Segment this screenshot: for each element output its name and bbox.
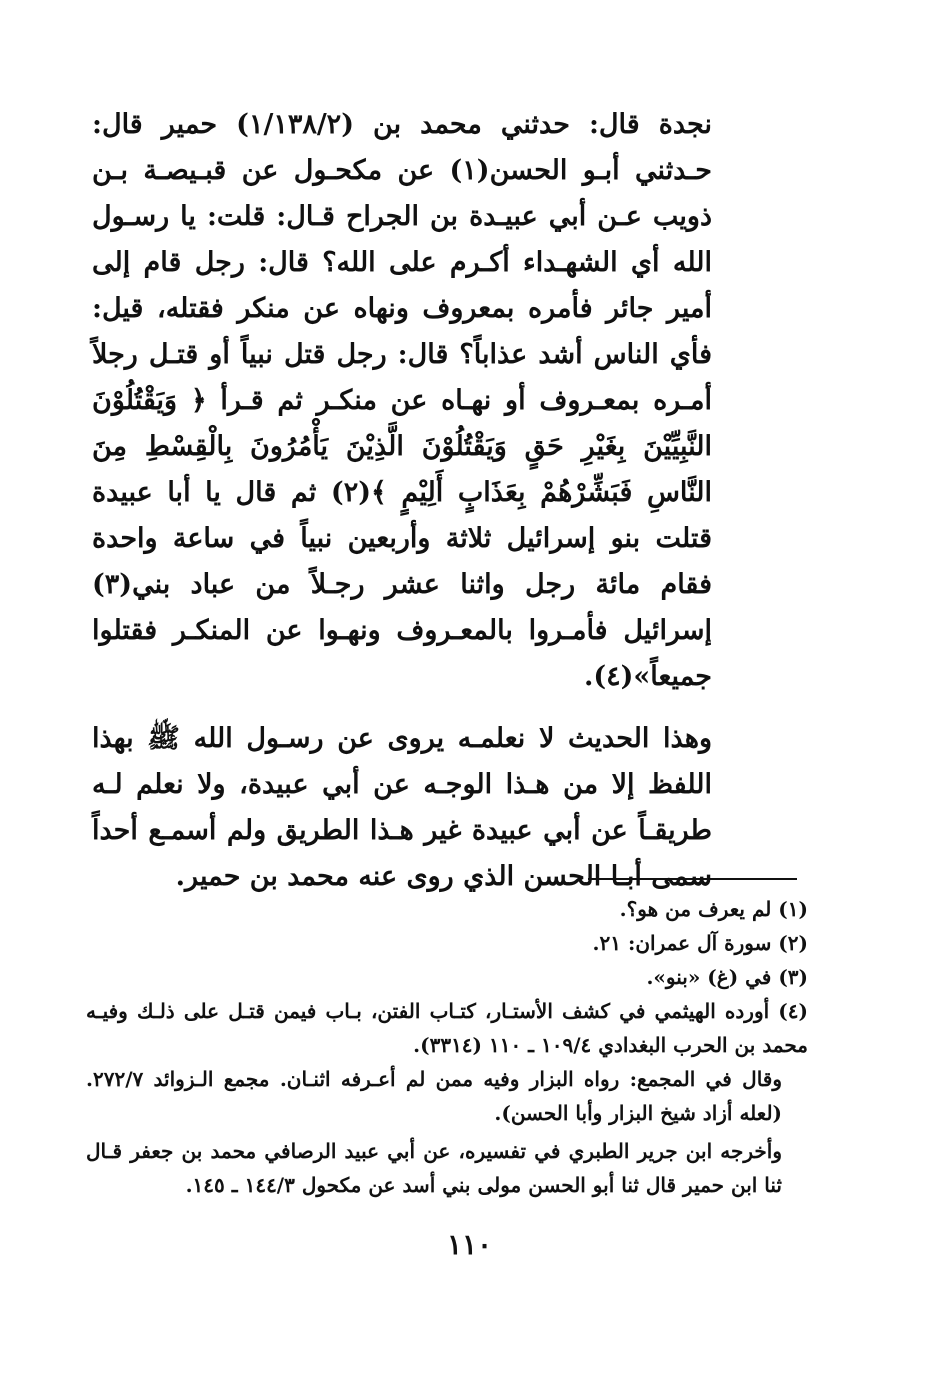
paragraph-commentary: وهذا الحديث لا نعلمـه يروى عن رسـول الله ﷺ بهذا اللفظ إلا من هـذا الوجـه عن أبي عبيدة، ولا نعلم لـه طريقـاً عن أبي عبيدة غير هـذا الطريق ولم أسمـع أحداً سمى أبـا الحسن الذي روى عنه محمد بن حمير.	[92, 723, 712, 892]
footnotes	[86, 892, 808, 1202]
footnote-1: (١) لم يعرف من هو؟.	[619, 897, 808, 921]
footnote-4: (٤) أورده الهيثمي في كشف الأستـار، كتـاب الفتن، بـاب فيمن قتـل على ذلـك وفيـه محمد بن الحرب البغدادي ١٠٩/٤ ـ ١١٠ (٣٣١٤).	[86, 999, 808, 1057]
footnote-3: (٣) في (غ) «بنو».	[646, 965, 808, 989]
main-text	[92, 102, 712, 900]
paragraph-hadith: نجدة قال: حدثني محمد بن (١/١٣٨/٢) حمير قال: حـدثني أبـو الحسن(١) عن مكحـول عن قبـيصـة بـن ذويب عـن أبي عبيـدة بن الجراح قـال: قلت: يا رسـول الله أي الشهـداء أكـرم على الله؟ قال: رجل قام إلى أمير جائر فأمره بمعروف ونهاه عن منكر فقتله، قيل: فأي الناس أشد عذاباً؟ قال: رجل قتل نبياً أو قتـل رجلاً أمـره بمعـروف أو نهـاه عن منكـر ثم قـرأ ﴿ وَيَقْتُلُوْنَ النَّبِيِّيْنَ بِغَيْرِ حَقٍ وَيَقْتُلُوْنَ الَّذِيْنَ يَأْمُرُونَ بِالْقِسْطِ مِنَ النَّاسِ فَبَشِّرْهُمْ بِعَذَابٍ أَلِيْمٍ ﴾(٢) ثم قال يا أبا عبيدة قتلت بنو إسرائيل ثلاثة وأربعين نبياً في ساعة واحدة فقام مائة رجل واثنا عشر رجـلاً من عباد بني(٣) إسرائيل فأمـروا بالمعـروف ونهـوا عن المنكـر فقتلوا جميعاً»(٤).	[92, 109, 713, 692]
footnote-separator	[588, 878, 797, 880]
footnote-4-tabari: وأخرجه ابن جرير الطبري في تفسيره، عن أبي عبيد الرصافي محمد بن جعفر قـال ثنا ابن حمير قال ثنا أبو الحسن مولى بني أسد عن مكحول ١٤٤/٣ ـ ١٤٥.	[86, 1139, 782, 1197]
footnote-4-majma: وقال في المجمع: رواه البزار وفيه ممن لم أعـرفه اثنـان. مجمع الـزوائد ٢٧٢/٧. (لعله أزاد شيخ البزار وأبا الحسن).	[86, 1067, 782, 1125]
page-number: ١١٠	[446, 1228, 493, 1261]
footnote-2: (٢) سورة آل عمران: ٢١.	[592, 931, 808, 955]
